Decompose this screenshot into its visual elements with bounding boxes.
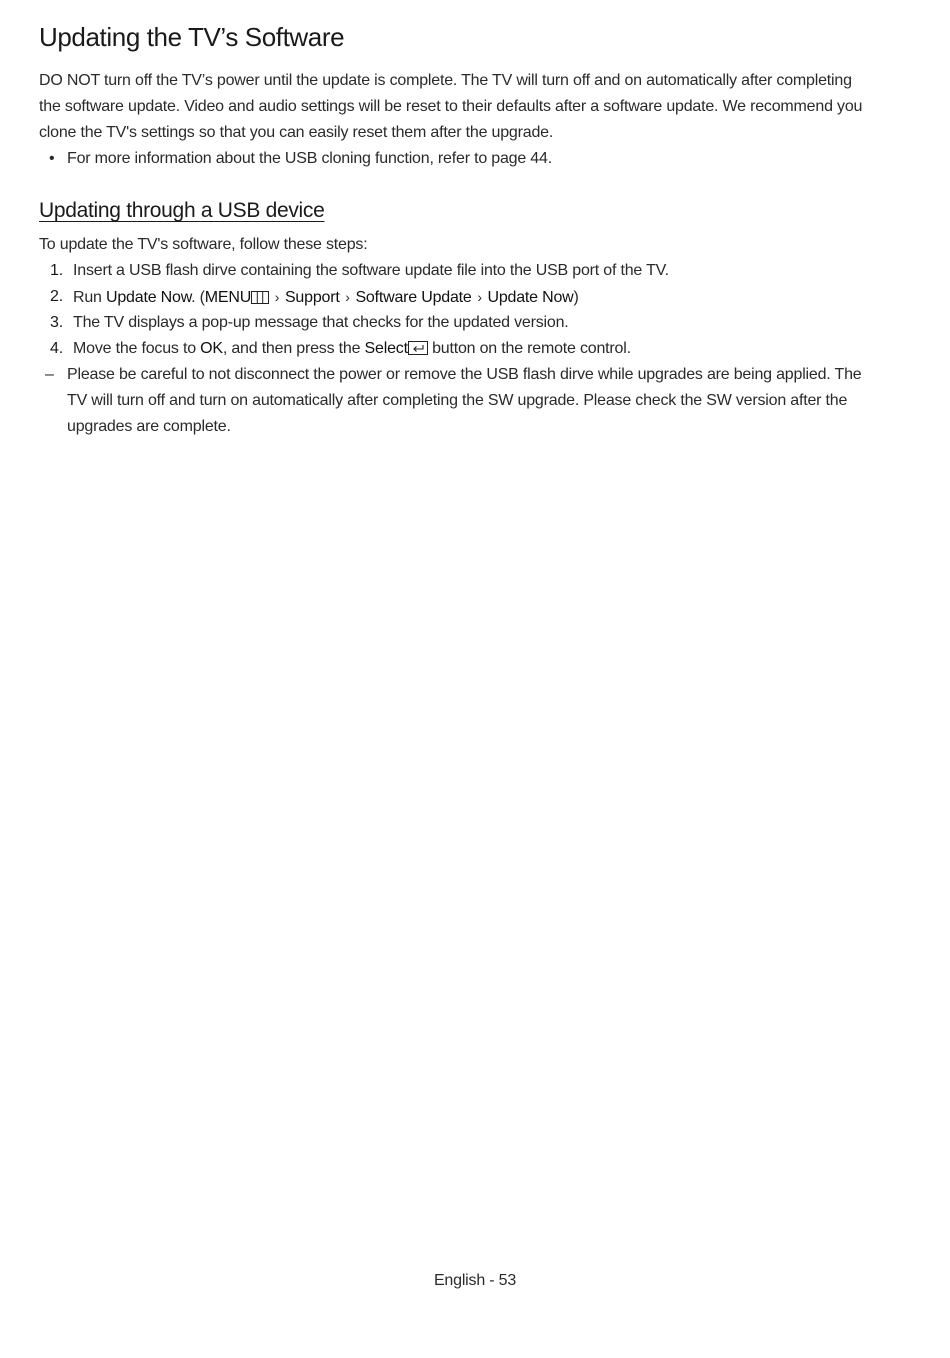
step-4: [39, 336, 869, 362]
step-text: The TV displays a pop-up message that checks for the updated version.: [73, 314, 569, 331]
step-text: Insert a USB flash dirve containing the software update file into the USB port of the TV.: [73, 262, 669, 279]
run-label: Run: [73, 289, 106, 306]
note-text: Please be careful to not disconnect the power or remove the USB flash dirve while upgrades are being applied. The TV will turn off and turn on automatically after completing the SW upgrade. Please check the SW version after the upgrades are complete.: [67, 366, 862, 435]
step-4-pre: Move the focus to: [73, 340, 201, 357]
support-label: Support: [284, 289, 340, 306]
note-dash: –: [45, 366, 54, 383]
bullet-text: For more information about the USB cloning function, refer to page 44.: [67, 150, 552, 167]
section-title: Updating through a USB device: [39, 199, 325, 222]
chevron-right-icon: ›: [341, 289, 354, 305]
select-label: Select: [364, 340, 408, 357]
chevron-right-icon: ›: [271, 289, 283, 305]
step-4-post: button on the remote control.: [427, 340, 631, 357]
steps-intro: To update the TV's software, follow these steps:: [39, 236, 368, 253]
select-enter-icon: [408, 338, 428, 364]
step-number: 1.: [50, 262, 63, 279]
step-3: [39, 310, 869, 336]
page-footer: English - 53: [433, 1272, 517, 1289]
intro-paragraph: DO NOT turn off the TV’s power until the update is complete. The TV will turn off and on automatically after completing the software update. Video and audio settings will be reset to their defaults after a software update. We recommend you clone the TV's settings so that you can easily reset them after the upgrade.: [39, 72, 863, 141]
step-number: 4.: [50, 340, 63, 357]
step-2: [39, 284, 869, 310]
step-text: [73, 284, 579, 313]
paren-close: ): [573, 289, 579, 306]
caution-note: [39, 362, 869, 440]
menu-label: MENU: [204, 289, 252, 306]
bullet-dot: •: [49, 150, 55, 167]
paren-open: . (: [191, 289, 205, 306]
step-1: [39, 258, 869, 284]
ok-label: OK: [200, 340, 223, 357]
step-text: [73, 336, 631, 364]
page-title: Updating the TV’s Software: [39, 22, 345, 52]
update-now-label: Update Now: [106, 289, 192, 306]
step-number: 2.: [50, 288, 63, 305]
steps-list: [39, 258, 869, 362]
update-now-label-2: Update Now: [487, 289, 574, 306]
step-4-mid: , and then press the: [222, 340, 365, 357]
chevron-right-icon: ›: [473, 289, 486, 305]
step-number: 3.: [50, 314, 63, 331]
software-update-label: Software Update: [355, 289, 472, 306]
